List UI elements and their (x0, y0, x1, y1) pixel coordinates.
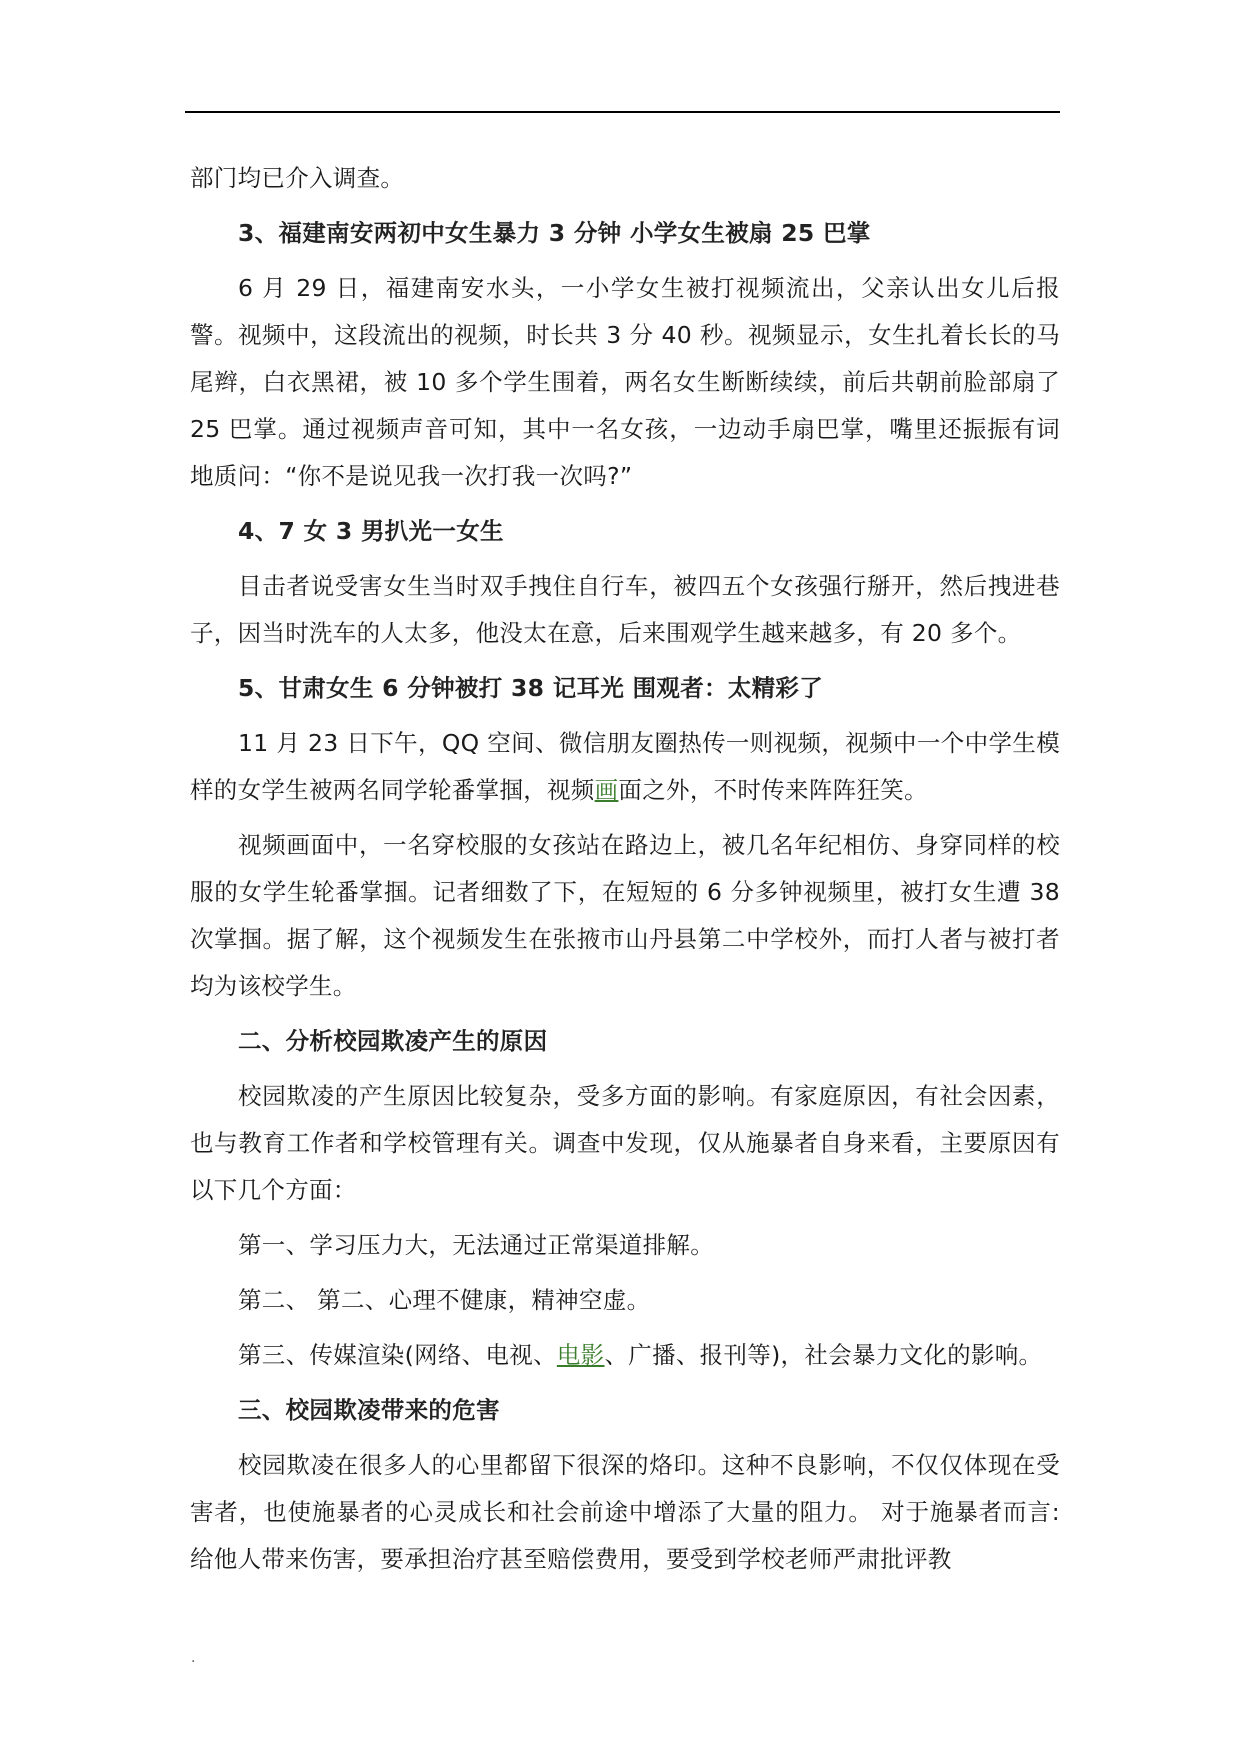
paragraph-gansu-video (190, 720, 1060, 814)
header-rule (185, 111, 1060, 113)
section-heading-gansu: 5、甘肃女生 6 分钟被打 38 记耳光 围观者：太精彩了 (238, 674, 824, 702)
paragraph-text: 面之外，不时传来阵阵狂笑。 (618, 776, 928, 804)
section-heading-harms: 三、校园欺凌带来的危害 (238, 1396, 500, 1424)
list-item-cause-1: 第一、学习压力大，无法通过正常渠道排解。 (238, 1231, 714, 1259)
paragraph-harms: 校园欺凌在很多人的心里都留下很深的烙印。这种不良影响，不仅仅体现在受害者，也使施暴者的心灵成长和社会前途中增添了大量的阻力。 对于施暴者而言: 给他人带来伤害，要承担治疗甚至赔偿费用，要受到学校老师严肃批评教 (190, 1451, 1060, 1573)
section-heading-fujian: 3、福建南安两初中女生暴力 3 分钟 小学女生被扇 25 巴掌 (238, 219, 871, 247)
movie-link[interactable]: 电影 (556, 1341, 605, 1369)
paragraph-gansu-details: 视频画面中，一名穿校服的女孩站在路边上，被几名年纪相仿、身穿同样的校服的女学生轮番掌掴。记者细数了下，在短短的 6 分多钟视频里，被打女生遭 38 次掌掴。据了解，这个视频发生在张掖市山丹县第二中学校外，而打人者与被打者均为该校学生。 (190, 831, 1060, 1000)
document-body (190, 155, 1060, 1591)
picture-link[interactable]: 画 (594, 776, 619, 804)
list-item-cause-2: 第二、 第二、心理不健康，精神空虚。 (238, 1286, 651, 1314)
paragraph-continuation: 部门均已介入调查。 (190, 164, 405, 192)
paragraph-witness: 目击者说受害女生当时双手拽住自行车，被四五个女孩强行掰开，然后拽进巷子，因当时洗车的人太多，他没太在意，后来围观学生越来越多，有 20 多个。 (190, 572, 1060, 647)
footer-mark: . (191, 1650, 196, 1666)
list-item-cause-3 (190, 1332, 1060, 1379)
paragraph-causes-intro: 校园欺凌的产生原因比较复杂，受多方面的影响。有家庭原因，有社会因素，也与教育工作者和学校管理有关。调查中发现，仅从施暴者自身来看，主要原因有以下几个方面： (190, 1082, 1060, 1204)
section-heading-seven-girls: 4、7 女 3 男扒光一女生 (238, 517, 504, 545)
paragraph-text: 第三、传媒渲染(网络、电视、 (238, 1341, 557, 1369)
paragraph-text: 、广播、报刊等)，社会暴力文化的影响。 (604, 1341, 1043, 1369)
section-heading-causes: 二、分析校园欺凌产生的原因 (238, 1027, 548, 1055)
paragraph-fujian-case: 6 月 29 日，福建南安水头，一小学女生被打视频流出，父亲认出女儿后报警。视频中，这段流出的视频，时长共 3 分 40 秒。视频显示，女生扎着长长的马尾辫，白衣黑裙，被 10 多个学生围着，两名女生断断续续，前后共朝前脸部扇了 25 巴掌。通过视频声音可知，其中一名女孩，一边动手扇巴掌，嘴里还振振有词地质问：“你不是说见我一次打我一次吗?” (190, 274, 1060, 490)
paragraph-text: 11 月 23 日下午，QQ 空间、微信朋友圈热传一则视频，视频中一个中学生模样的女学生被两名同学轮番掌掴，视频 (190, 729, 1060, 804)
